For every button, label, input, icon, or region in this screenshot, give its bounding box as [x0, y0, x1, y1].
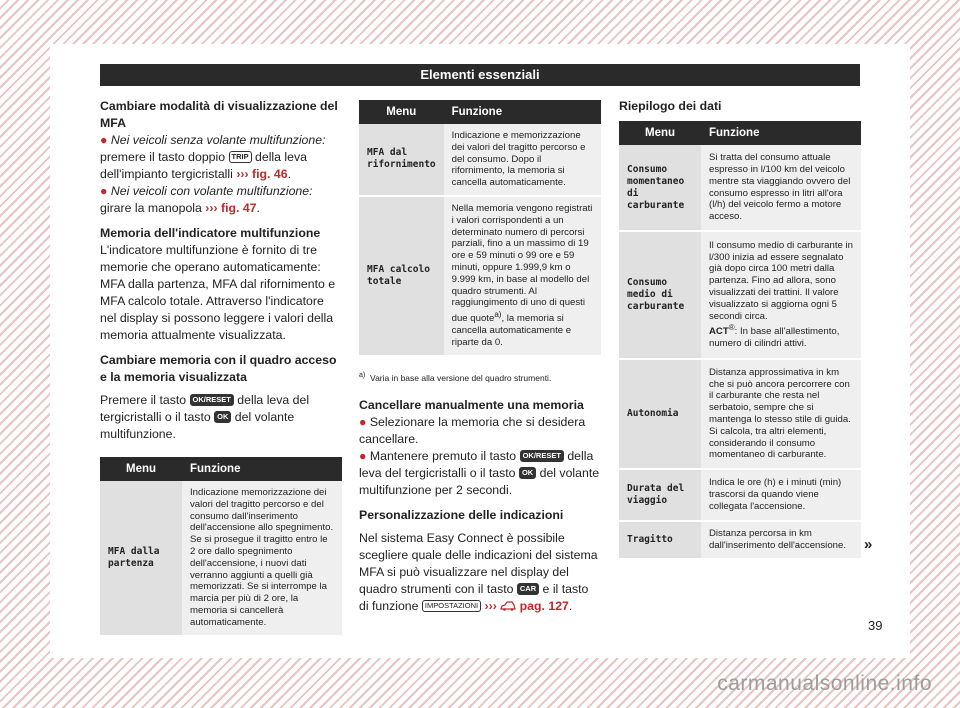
menu-cell: Autonomia [619, 359, 701, 469]
section-header: Elementi essenziali [100, 64, 860, 86]
data-summary-table [619, 121, 861, 560]
trip-key-icon: TRIP [229, 151, 252, 163]
watermark: carmanualsonline.info [717, 672, 932, 695]
table-row [619, 359, 861, 469]
menu-cell: Consumo momentaneo di carburante [619, 145, 701, 231]
table-header-funzione: Funzione [444, 100, 601, 124]
ok-key-icon: OK [214, 411, 231, 423]
fig-47-link[interactable]: ››› fig. 47 [205, 201, 257, 215]
heading-change-mode: Cambiare modalità di visualizzazione del MFA [100, 99, 338, 130]
menu-cell: Consumo medio di carburante [619, 231, 701, 359]
menu-cell: MFA dalla partenza [100, 481, 182, 636]
table-row [619, 231, 861, 359]
menu-cell: MFA calcolo totale [359, 196, 444, 356]
heading-data-summary: Riepilogo dei dati [619, 99, 722, 113]
bullet-icon: ● [100, 184, 108, 198]
table-header-funzione: Funzione [182, 457, 342, 481]
menu-cell: Tragitto [619, 521, 701, 559]
table-header-funzione: Funzione [701, 121, 861, 145]
column-2 [359, 100, 601, 615]
page-127-link[interactable]: pag. 127 [519, 598, 569, 613]
function-cell: Il consumo medio di carburante in l/300 inizia ad essere segnalato già dopo circa 100 metri dalla partenza. Fino ad allora, sono visualizzati dei trattini. Il valore visualizzato si aggiorna ogni 5 secondi circa. ACT®: In base all'allestimento, numero di cilindri attivi. [701, 231, 861, 359]
continue-arrow-icon: » [864, 536, 873, 553]
page-number: 39 [868, 618, 883, 633]
function-cell: Indica le ore (h) e i minuti (min) trascorsi da quando viene collegata l'accensione. [701, 469, 861, 521]
table-header-menu: Menu [359, 100, 444, 124]
bullet-hold-key: ● Mantenere premuto il tasto OK/RESET della leva del tergicristalli o il tasto OK del volante multifunzione per 2 secondi. [359, 448, 600, 497]
bullet-icon: ● [359, 414, 367, 429]
function-cell: Indicazione e memorizzazione dei valori del tragitto percorso e del consumo. Dopo il rifornimento, la memoria si cancella automaticamente. [444, 124, 601, 196]
ok-reset-key-icon: OK/RESET [520, 450, 564, 462]
memory-table-2 [359, 100, 601, 357]
function-cell: Nella memoria vengono registrati i valori corrispondenti a un determinato numero di percorsi parziali, fino a un massimo di 19 ore e 59 minuti o 99 ore e 59 minuti, oppure 1.999,9 km o 9.999 km, in base al modello del quadro strumenti. Al raggiungimento di uno di questi due quote$^{a)}$, la memoria si cancella automaticamente e riparte da 0. [444, 196, 601, 356]
function-cell: Si tratta del consumo attuale espresso in l/100 km del veicolo mentre sta viaggiando ovvero del consumo espresso in litri all'ora (l/h) del veicolo fermo a motore acceso. [701, 145, 861, 231]
change-memory-paragraph: Premere il tasto OK/RESET della leva del tergicristalli o il tasto OK del volante multifunzione. [100, 393, 310, 441]
bullet-with-multifunction: ● Nei veicoli con volante multifunzione: girare la manopola ››› fig. 47. [100, 184, 313, 215]
function-cell: Distanza approssimativa in km che si può ancora percorrere con il carburante che resta nel serbatoio, sempre che si mantenga lo stesso stile di guida. Si calcola, tra altri elementi, considerando il consumo momentaneo di carburante. [701, 359, 861, 469]
table-row [619, 145, 861, 231]
table-row [619, 521, 861, 559]
memory-paragraph: L'indicatore multifunzione è fornito di tre memorie che operano automaticamente: MFA dalla partenza, MFA dal rifornimento e MFA calcolo totale. Attraverso l'indicatore nel display si possono leggere i valori della memoria attualmente visualizzata. [100, 243, 336, 342]
customize-paragraph: Nel sistema Easy Connect è possibile scegliere quale delle indicazioni del sistema MFA si può visualizzare nel display del quadro strumenti con il tasto CAR e il tasto di funzione IMPOSTAZIONI ››› pag. 127. [359, 530, 598, 613]
table-row [359, 124, 601, 196]
table-row [359, 196, 601, 356]
heading-customize: Personalizzazione delle indicazioni [359, 507, 564, 522]
ok-key-icon: OK [519, 467, 536, 479]
menu-cell: Durata del viaggio [619, 469, 701, 521]
heading-clear-memory: Cancellare manualmente una memoria [359, 397, 584, 412]
menu-cell: MFA dal rifornimento [359, 124, 444, 196]
heading-memory: Memoria dell'indicatore multifunzione [100, 226, 321, 240]
table-header-menu: Menu [100, 457, 182, 481]
bullet-no-multifunction: ● Nei veicoli senza volante multifunzione: premere il tasto doppio TRIP della leva dell'impianto tergicristalli ››› fig. 46. [100, 133, 326, 181]
bullet-icon: ● [359, 448, 367, 463]
fig-46-link[interactable]: ››› fig. 46 [236, 167, 288, 181]
function-cell: Distanza percorsa in km dall'inserimento dell'accensione. [701, 521, 861, 559]
car-icon [500, 601, 516, 611]
ok-reset-key-icon: OK/RESET [190, 394, 234, 406]
table-row [619, 469, 861, 521]
table-row [100, 481, 342, 636]
footnote: $^{a)}$ Varia in base alla versione del quadro strumenti. [359, 370, 552, 383]
column-3 [619, 98, 861, 560]
table-header-menu: Menu [619, 121, 701, 145]
heading-change-memory: Cambiare memoria con il quadro acceso e la memoria visualizzata [100, 353, 337, 384]
function-cell: Indicazione memorizzazione dei valori del tragitto percorso e del consumo dall'inserimento dell'accensione allo spegnimento. Se si prosegue il tragitto entro le 2 ore dallo spegnimento dell'accensione, i nuovi dati verranno aggiunti a quelli già memorizzati. Se si interrompe la marcia per più di 2 ore, la memoria si cancellerà automaticamente. [182, 481, 342, 636]
column-1 [100, 98, 342, 637]
bullet-select-memory: ● Selezionare la memoria che si desidera cancellare. [359, 414, 586, 446]
page-ref-arrows: ››› [484, 598, 497, 613]
impostazioni-key-icon: IMPOSTAZIONI [422, 600, 481, 612]
bullet-icon: ● [100, 133, 108, 147]
memory-table-1 [100, 457, 342, 637]
car-key-icon: CAR [517, 583, 539, 595]
